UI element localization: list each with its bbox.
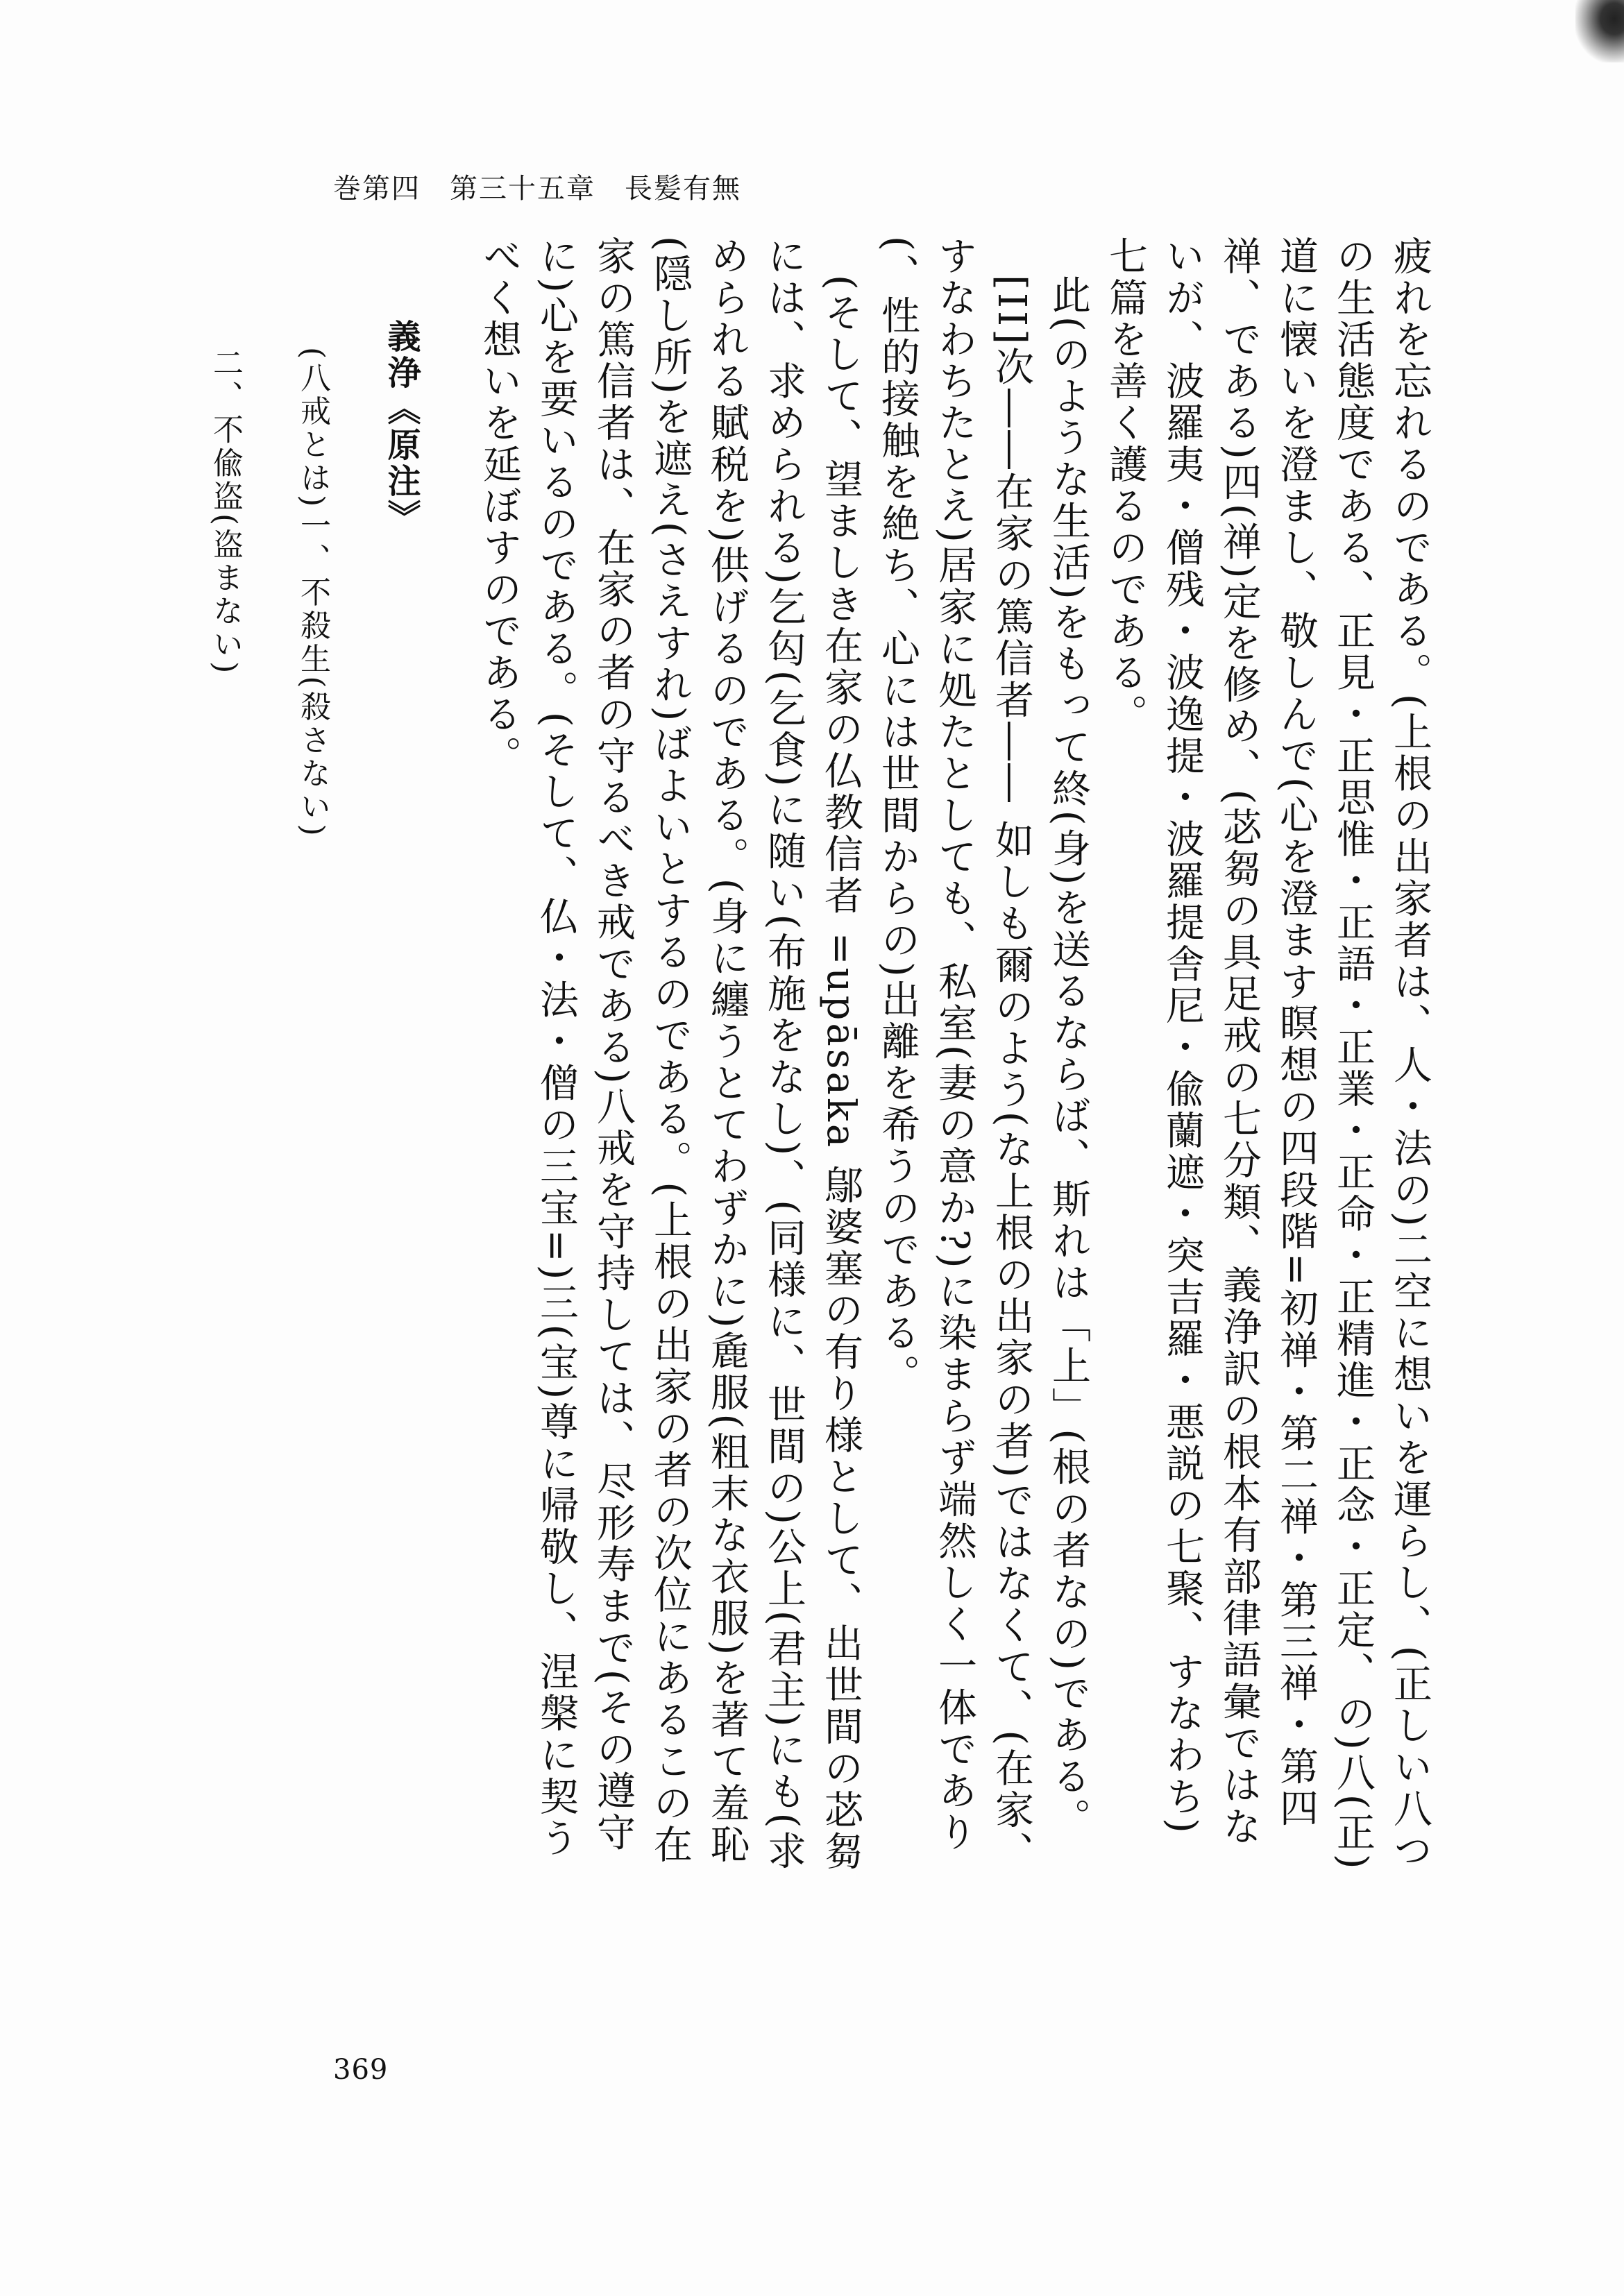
paragraph: 疲れを忘れるのである。(上根の出家者は、人・法の)二空に想いを運らし、(正しい八つの生活態度である、正見・正思惟・正語・正業・正命・正精進・正念・正定、の)八(正)道に懐いを澄まし、敬しんで(心を澄ます瞑想の四段階=初禅・第二禅・第三禅・第四禅、である)四(禅)定を修め、(苾芻の具足戒の七分類、義浄訳の根本有部律語彙ではないが、波羅夷・僧残・波逸提・波羅提舎尼・偸蘭遮・突吉羅・悪説の七聚、すなわち)七篇を善く護るのである。 bbox=[1103, 236, 1432, 1872]
note-line-container bbox=[293, 236, 332, 1873]
paragraph: [II]次――在家の篤信者―― 如しも爾のよう(な上根の出家の者)ではなくて、(在家、すなわちたとえ)居家に処たとしても、私室(妻の意か?)に染まらず端然しく一体であり(、性的接触を絶ち、心には世間からの)出離を希うのである。 bbox=[875, 236, 1034, 1873]
note-line: (八戒とは)一、不殺生(殺さない) bbox=[295, 347, 330, 839]
running-header: 巻第四 第三十五章 長髪有無 bbox=[333, 173, 741, 205]
paragraph: (そして、望ましき在家の仏教信者 =upāsaka 鄔婆塞の有り様として、出世間の苾芻には、求められる)乞匃(乞食)に随い(布施をなし)、(同様に、世間の)公上(君主)にも(求められる賦税を)供げるのである。(身に纏うとてわずかに)麁服(粗末な衣服)を著て羞恥(隠し所)を遮え(さえすれ)ばよいとするのである。(上根の出家の者の次位にあるこの在家の篤信者は、在家の者の守るべき戒である)八戒を守持しては、尽形寿まで(その遵守に)心を要いるのである。(そして、仏・法・僧の三宝=)三(宝)尊に帰敬し、涅槃に契うべく想いを延ぼすのである。 bbox=[477, 236, 863, 1873]
note-heading: 義浄《原注》 bbox=[382, 319, 421, 536]
paragraph: 此(のような生活)をもって終(身)を送るならば、斯れは「上」(根の者なの)である。 bbox=[1046, 275, 1091, 1840]
scan-artifact bbox=[1575, 0, 1624, 62]
note-line: 二、不偸盗(盗まない) bbox=[208, 347, 243, 677]
page-number: 369 bbox=[333, 2054, 389, 2086]
note-line-container bbox=[205, 236, 244, 1873]
vertical-text-body bbox=[203, 236, 1438, 1873]
original-note bbox=[380, 236, 422, 1873]
